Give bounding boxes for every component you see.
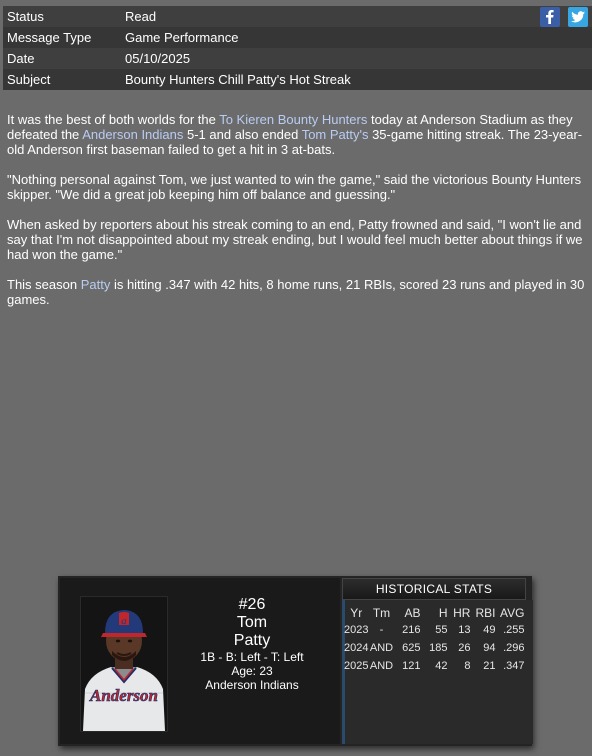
header-value: 05/10/2025 — [125, 51, 191, 66]
player-link-tom-patty[interactable]: Tom Patty's — [301, 127, 369, 142]
article-text: It was the best of both worlds for the — [7, 112, 220, 127]
col-year: Yr — [350, 605, 363, 620]
player-positions: 1B - B: Left - T: Left — [200, 650, 304, 664]
header-value: Game Performance — [125, 30, 239, 45]
historical-stats-title: HISTORICAL STATS — [342, 578, 526, 600]
stat-cell: .255 — [503, 624, 525, 636]
stats-table — [344, 604, 524, 675]
article-paragraph: "Nothing personal against Tom, we just wanted to win the game," said the victorious Bounty Hunters skipper. "We did a great job keeping him off balance and guessing." — [7, 172, 582, 202]
stat-cell: - — [379, 624, 384, 636]
col-rbi: RBI — [475, 605, 496, 620]
stat-cell: .296 — [503, 642, 525, 654]
stat-cell: 8 — [464, 660, 471, 672]
header-key: Message Type — [7, 30, 92, 45]
article-text: today at Anderson Stadium as they defeated the — [7, 112, 573, 142]
stat-cell: AND — [369, 642, 394, 654]
header-row-subject — [3, 69, 592, 90]
article-body — [7, 112, 585, 322]
header-key: Status — [7, 9, 44, 24]
article-text: This season — [7, 277, 81, 292]
header-value: Bounty Hunters Chill Patty's Hot Streak — [125, 72, 351, 87]
stat-cell: 42 — [435, 660, 448, 672]
player-link-patty[interactable]: Patty — [80, 277, 111, 292]
header-value: Read — [125, 9, 157, 24]
player-last-name[interactable]: Patty — [233, 632, 271, 649]
stat-cell: .347 — [503, 660, 525, 672]
player-first-name[interactable]: Tom — [236, 614, 268, 631]
col-avg: AVG — [500, 605, 525, 620]
message-header — [3, 6, 592, 90]
player-number: #26 — [238, 596, 266, 613]
stat-cell: 55 — [435, 624, 448, 636]
stat-cell: 625 — [402, 642, 421, 654]
stats-row — [344, 657, 524, 675]
header-row-status — [3, 6, 592, 27]
col-h: H — [438, 605, 448, 620]
stat-cell: 21 — [483, 660, 496, 672]
stat-cell: 49 — [483, 624, 496, 636]
header-row-date — [3, 48, 592, 69]
player-card — [58, 576, 532, 746]
stat-cell: 2025 — [344, 660, 369, 672]
stat-cell: 2023 — [344, 624, 369, 636]
player-details — [182, 596, 322, 692]
stat-cell: 121 — [402, 660, 421, 672]
stat-cell: 13 — [458, 624, 471, 636]
col-team: Tm — [372, 605, 391, 620]
article-paragraph — [7, 277, 585, 307]
jersey-script-text: Anderson — [89, 686, 159, 705]
stat-cell: 94 — [483, 642, 496, 654]
player-team[interactable]: Anderson Indians — [205, 678, 299, 692]
historical-stats-panel — [342, 578, 530, 744]
player-portrait — [81, 597, 167, 731]
article-paragraph — [7, 112, 585, 157]
player-photo[interactable] — [80, 596, 168, 732]
player-age: Age: 23 — [231, 664, 273, 678]
article-text: is hitting .347 with 42 hits, 8 home runs, 21 RBIs, scored 23 runs and played in 30 games. — [7, 277, 585, 307]
stats-row — [344, 621, 524, 639]
col-ab: AB — [404, 605, 421, 620]
header-row-message-type — [3, 27, 592, 48]
stat-cell: 26 — [458, 642, 471, 654]
stat-cell: 2024 — [344, 642, 369, 654]
article-text: 35-game hitting streak. The 23-year-old Anderson first baseman failed to get a hit in 3 at-bats. — [7, 127, 583, 157]
stat-cell: 216 — [402, 624, 421, 636]
header-key: Date — [7, 51, 35, 66]
stats-row — [344, 639, 524, 657]
team-link-anderson-indians[interactable]: Anderson Indians — [82, 127, 184, 142]
stat-cell: 185 — [429, 642, 448, 654]
col-hr: HR — [453, 605, 471, 620]
article-paragraph: When asked by reporters about his streak coming to an end, Patty frowned and said, "I won't lie and say that I'm not disappointed about my streak ending, but I would feel much better about things if we had won the game." — [7, 217, 583, 262]
article-text: 5-1 and also ended — [183, 127, 302, 142]
cap-logo-text: a — [121, 615, 127, 627]
stat-cell: AND — [369, 660, 394, 672]
twitter-icon[interactable] — [568, 7, 588, 27]
player-info-panel — [60, 578, 340, 744]
header-key: Subject — [7, 72, 51, 87]
stats-header-row — [344, 604, 524, 621]
facebook-icon[interactable] — [540, 7, 560, 27]
team-link-bounty-hunters[interactable]: To Kieren Bounty Hunters — [219, 112, 368, 127]
